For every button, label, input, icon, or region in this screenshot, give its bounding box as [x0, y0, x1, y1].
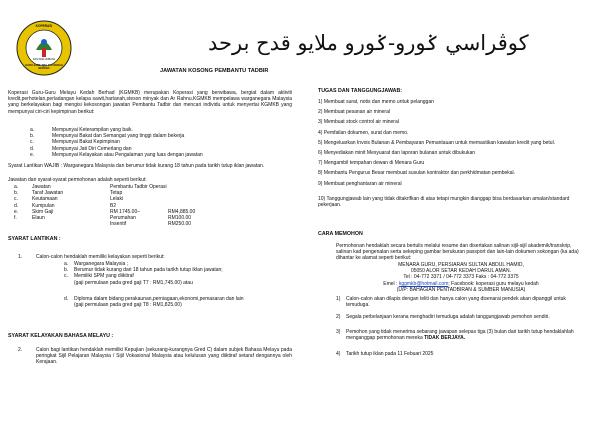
cara-memohon-heading: CARA MEMOHON [318, 231, 363, 237]
list-item: 10) Tanggungjawab lain yang tidak ditakrifkan di atas tetapi mungkin dianggap bisa berdasarkan amalan/standard pekerjaan. [318, 195, 570, 209]
syarat-lantikan-heading: SYARAT LANTIKAN : [8, 236, 61, 242]
jawi-title: كوڤراسي ݢورو-ݢورو ملايو قدح برحد [208, 31, 529, 55]
traits-list [30, 127, 290, 158]
list-item: e. Mempunyai Kelayakan atau Pengalaman yang luas dengan jawatan [30, 151, 203, 158]
table-row: e. Skim Gaji RM 1745.00– RM4,885.00 [14, 208, 196, 215]
list-item: c. Mempunyai Bakat Kepimpinan [30, 139, 120, 146]
address-line: MENARA GURU, PERSIARAN SULTAN ABDUL HAMID, [398, 262, 524, 268]
notes-list [336, 296, 586, 357]
kgmkb-logo [16, 20, 72, 76]
address-line: 05050 ALOR SETAR KEDAH DARUL AMAN. [410, 268, 512, 275]
table-row: b. Taraf Jawatan Tetap [14, 190, 123, 197]
attention-line: (U/P: BAHAGIAN PENTADBIRAN & SUMBER MANUSIA) [396, 286, 526, 293]
list-item: 1) Membuat surat, notis dan memo untuk pelanggan [318, 99, 434, 105]
list-item: 5) Mengeluarkan Invois Bulanan & Pembayaran Pemantauan untuk memastikan kawalan kredit yang betul. [318, 139, 556, 146]
list-item: 2) Membuat pesanan air mineral [318, 109, 390, 116]
list-item: 3) Membuat stock control air mineral [318, 119, 399, 126]
list-item: a. Mempunyai Keterampilan yang baik. [30, 127, 133, 133]
list-item: 2) Segala perbelanjaan kerana menghadiri temuduga adalah tanggungjawab pemohon sendiri. [336, 314, 550, 321]
tugas-heading: TUGAS DAN TANGGUNGJAWAB: [318, 88, 403, 94]
logo-center-text: DAN PERLUMBAAN [32, 58, 56, 61]
list-item: 9) Membuat penghantaran air mineral [318, 180, 402, 187]
list-item: 4) Tarikh tutup iklan pada 11 Febuari 2025 [336, 351, 434, 358]
contact-line: Emel : kggmkb@hotmail.com; Facebook: koperasi guru melayu kedah [383, 280, 539, 287]
logo-top-text: KOPERASI [35, 24, 53, 28]
list-item: (gaji permulaan pada gred gaji T7 : RM1,745.00) atau [74, 279, 193, 286]
list-item: c. Memiliki SPM yang diiktiraf [64, 273, 134, 280]
list-item: a. Warganegara Malaysia ; [64, 261, 129, 267]
address-block [336, 262, 586, 293]
list-item: d. Diploma dalam bidang perakaunan,perniagaan,ekonomi,pemasaran dan lain [64, 295, 244, 302]
terms-table [14, 184, 294, 227]
list-item: b. Berumur tidak kurang dari 18 tahun pada tarikh tutup iklan jawatan; [64, 267, 223, 274]
table-row: a. Jawatan Pembantu Tadbir Operasi [14, 184, 167, 190]
table-row: f. Elaun Perumahan RM100.00 [14, 215, 192, 222]
list-item: (gaji permulaan pada gred gaji T8 : RM1,825.00) [74, 302, 182, 309]
list-item: 8) Membantu Pengurus Besar membuat susulan kontraktor dan perkhidmatan pembekal. [318, 170, 516, 177]
intro-paragraph: Koperasi Guru-Guru Melayu Kedah Berhad (KGMKB) merupakan Koperasi yang berwibawa, bergiat dalam aktiviti kredit,perhotelan,perladangan kelapa sawit,hartanah,steson minyak dan Ar Rahnu.KGMKB mempelawa warganegara Malaysia yang berkelayakan bagi mengisi kekosongan jawatan Pembantu Tadbir dan mencari individu untuk menyertai KGMKB yang mempunyai ciri-ciri kepimpinan berikut: [8, 90, 292, 115]
list-item: 4) Pemfailan dokumen, surat dan memo. [318, 129, 409, 136]
requirement-text: Syarat Lantikan WAJIB : Warganegara Malaysia dan berumur tidak kurang 18 tahun pada tarikh tutup iklan jawatan. [8, 163, 265, 169]
syarat-number: 1. [18, 254, 23, 260]
kelayakan-text: Calon bagi lantikan hendaklah memiliki Kepujian (sekurang-kurangnya Gred C) dalam subjek Bahasa Melayu pada peringkat Sijil Pelajaran Malaysia / Sijil Vokasional Malaysia atau kelulusan yang diiktiraf setaraf dengannya oleh Kerajaan. [36, 347, 292, 366]
logo-ring-text: GURU-GURU MELAYU KEDAH BERHAD [25, 64, 63, 70]
list-item: 1) Calon-calon akan dilapis dengan teliti dan hanya calon yang disenarai pendek akan dipanggil untuk temuduga. [336, 296, 566, 309]
terms-intro: Jawatan dan syarat-syarat permohonan adalah seperti berikut: [8, 177, 147, 183]
tidak-berjaya-text: TIDAK BERJAYA. [424, 334, 466, 341]
email-link[interactable]: kggmkb@hotmail.com [398, 280, 449, 287]
kelayakan-number: 2. [18, 347, 23, 353]
list-item: b. Mempunyai Bakat dan Semangat yang tinggi dalam bekerja [30, 133, 185, 140]
list-item: 6) Menyediakan minit Mesyuarat dan laporan bulanan untuk dibukukan [318, 150, 476, 157]
syarat-intro: Calon-calon hendaklah memiliki kelayakan seperti berikut: [36, 254, 165, 260]
table-row: Insentif RM250.00 [110, 221, 192, 228]
list-item: d. Mempunyai Jati Diri Cemerlang dan [30, 145, 132, 152]
table-row: d. Kumpulan B2 [14, 202, 117, 209]
list-item: 3) Pemohon yang tidak menerima sebarang jawapan selepas tiga (3) bulan dari tarikh tutup hendaklahlah menganggap permohonan mereka TIDAK BERJAYA. [336, 328, 574, 341]
job-title: JAWATAN KOSONG PEMBANTU TADBIR [160, 68, 269, 74]
kelayakan-heading: SYARAT KELAYAKAN BAHASA MELAYU : [8, 333, 114, 339]
table-row: c. Keutamaan Lelaki [14, 196, 124, 203]
list-item: 7) Mengambil tempahan dewan di Menara Guru [318, 160, 425, 167]
cara-text: Permohonan hendaklah secara bertulis melalui resume dan disertakan salinan sijil-sijil akademik/transkrip, salinan kad pengenalan serta sekeping gambar berukuran passport dan lain-lain dokumen sokongan (ka ada) dihantar ke alamat seperti berikut: [336, 243, 579, 262]
address-line: Tel : 04-772 3371 / 04-772 3373 Faks : 04-772 3375 [403, 274, 519, 281]
tugas-list [318, 99, 588, 208]
syarat-list [64, 261, 294, 308]
